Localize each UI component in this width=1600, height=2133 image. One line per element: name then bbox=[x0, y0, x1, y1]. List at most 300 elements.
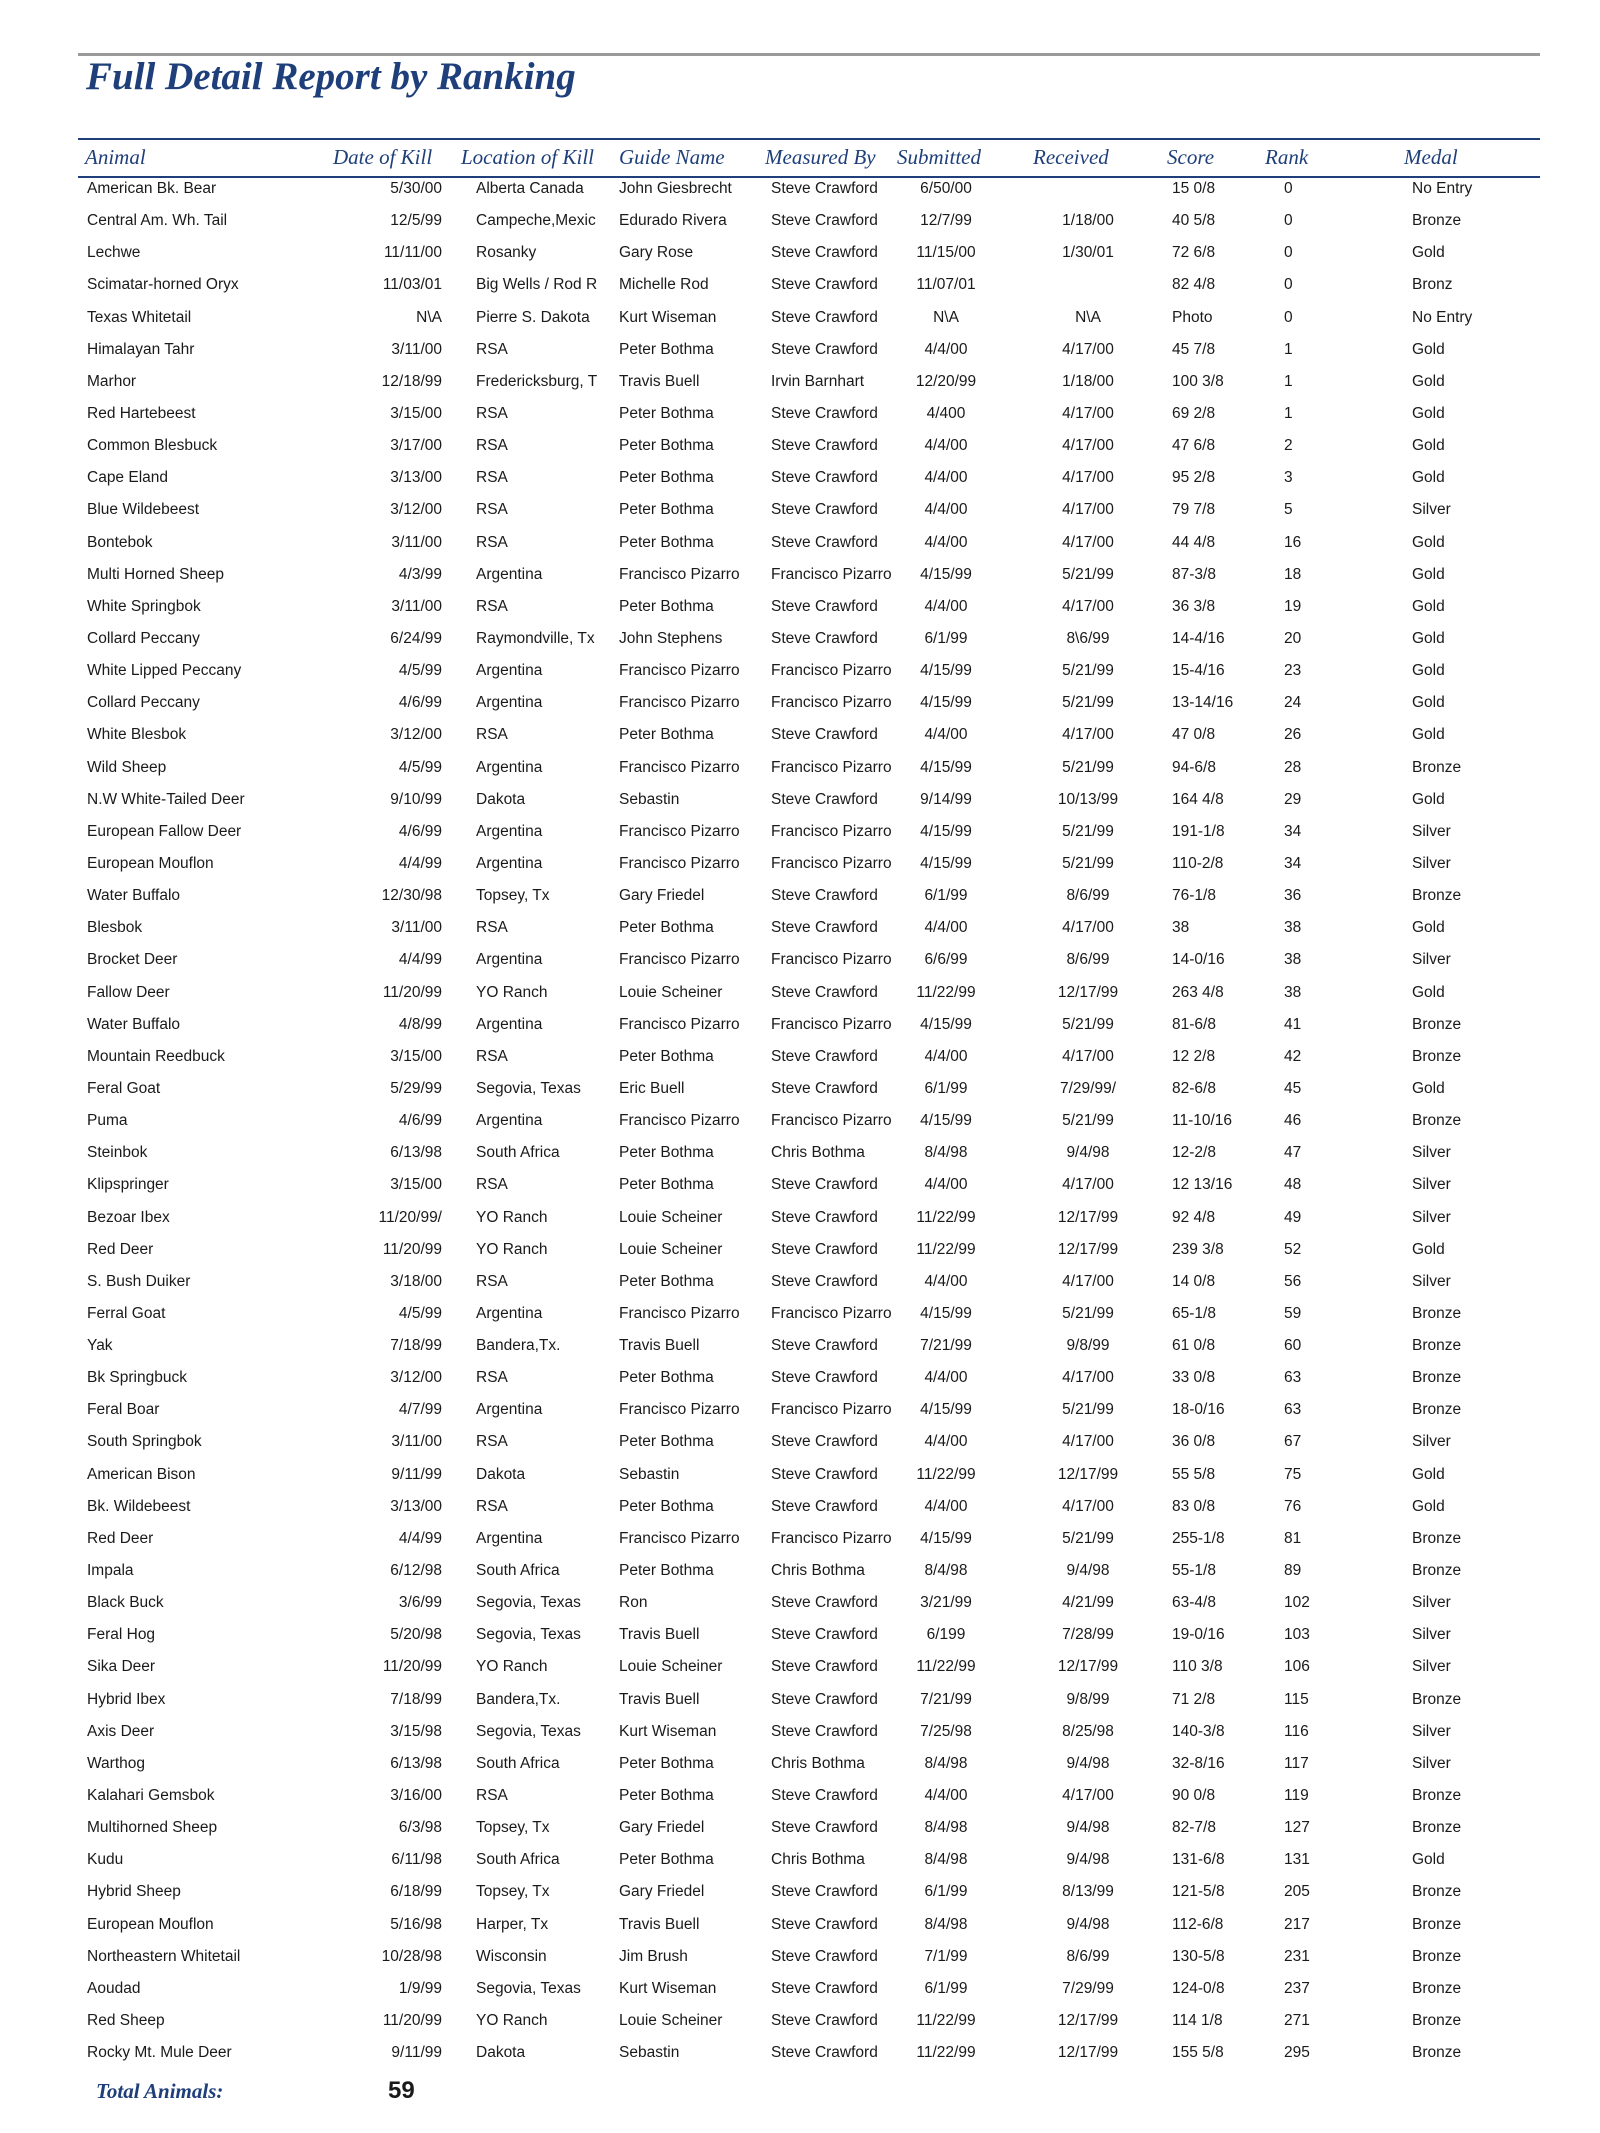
cell-animal: Puma bbox=[87, 1112, 128, 1130]
cell-guide-name: Louie Scheiner bbox=[619, 1658, 723, 1676]
cell-received: 4/17/00 bbox=[1062, 1369, 1114, 1387]
cell-guide-name: Peter Bothma bbox=[619, 1851, 714, 1869]
cell-date-of-kill: 4/6/99 bbox=[398, 694, 442, 712]
cell-date-of-kill: 11/20/99 bbox=[382, 983, 442, 1001]
cell-medal: Silver bbox=[1412, 1176, 1451, 1194]
table-row bbox=[0, 1656, 1600, 1688]
cell-guide-name: Peter Bothma bbox=[619, 1754, 714, 1772]
cell-rank: 3 bbox=[1284, 469, 1293, 487]
table-row bbox=[0, 1078, 1600, 1110]
table-row bbox=[0, 1046, 1600, 1078]
cell-received: 5/21/99 bbox=[1062, 1304, 1114, 1322]
cell-submitted: 4/4/00 bbox=[924, 469, 968, 487]
table-row bbox=[0, 1110, 1600, 1142]
cell-received: 5/21/99 bbox=[1062, 1015, 1114, 1033]
cell-measured-by: Steve Crawford bbox=[771, 1819, 878, 1837]
cell-date-of-kill: 3/11/00 bbox=[391, 597, 442, 615]
cell-animal: Steinbok bbox=[87, 1144, 148, 1162]
cell-submitted: 11/15/00 bbox=[916, 244, 976, 262]
cell-submitted: 11/22/99 bbox=[916, 983, 976, 1001]
cell-animal: European Mouflon bbox=[87, 1915, 214, 1933]
cell-rank: 0 bbox=[1284, 276, 1293, 294]
cell-date-of-kill: 3/15/00 bbox=[390, 1176, 442, 1194]
cell-submitted: 9/14/99 bbox=[920, 790, 972, 808]
cell-medal: Gold bbox=[1412, 629, 1445, 647]
cell-score: 33 0/8 bbox=[1172, 1369, 1216, 1387]
cell-received: 12/17/99 bbox=[1057, 1658, 1119, 1676]
cell-date-of-kill: 9/11/99 bbox=[391, 1465, 442, 1483]
cell-received: 5/21/99 bbox=[1062, 1401, 1114, 1419]
total-animals-value: 59 bbox=[388, 2077, 415, 2104]
table-row bbox=[0, 1689, 1600, 1721]
cell-submitted: 11/22/99 bbox=[916, 1658, 976, 1676]
table-row bbox=[0, 821, 1600, 853]
cell-guide-name: Peter Bothma bbox=[619, 1272, 714, 1290]
cell-received: 4/17/00 bbox=[1062, 1787, 1114, 1805]
cell-measured-by: Steve Crawford bbox=[771, 1465, 878, 1483]
cell-received: 9/8/99 bbox=[1066, 1337, 1110, 1355]
cell-location: RSA bbox=[476, 597, 508, 615]
cell-measured-by: Steve Crawford bbox=[771, 437, 878, 455]
table-row bbox=[0, 242, 1600, 274]
cell-rank: 205 bbox=[1284, 1883, 1310, 1901]
cell-score: 81-6/8 bbox=[1172, 1015, 1216, 1033]
cell-animal: Yak bbox=[87, 1337, 113, 1355]
table-row bbox=[0, 885, 1600, 917]
cell-medal: Gold bbox=[1412, 565, 1445, 583]
cell-measured-by: Francisco Pizarro bbox=[771, 1015, 892, 1033]
cell-score: 15-4/16 bbox=[1172, 662, 1225, 680]
cell-guide-name: Peter Bothma bbox=[619, 340, 714, 358]
cell-guide-name: John Stephens bbox=[619, 629, 723, 647]
cell-received: 5/21/99 bbox=[1062, 1529, 1114, 1547]
cell-measured-by: Steve Crawford bbox=[771, 469, 878, 487]
cell-rank: 49 bbox=[1284, 1208, 1302, 1226]
cell-score: 47 6/8 bbox=[1172, 437, 1216, 455]
cell-rank: 46 bbox=[1284, 1112, 1302, 1130]
cell-animal: Fallow Deer bbox=[87, 983, 170, 1001]
cell-rank: 26 bbox=[1284, 726, 1302, 744]
cell-submitted: 8/4/98 bbox=[924, 1754, 968, 1772]
cell-date-of-kill: 4/4/99 bbox=[398, 854, 442, 872]
cell-submitted: 4/4/00 bbox=[924, 1047, 968, 1065]
cell-guide-name: Sebastin bbox=[619, 790, 680, 808]
cell-submitted: 6/6/99 bbox=[924, 951, 968, 969]
cell-measured-by: Steve Crawford bbox=[771, 1658, 878, 1676]
cell-medal: Gold bbox=[1412, 372, 1445, 390]
table-row bbox=[0, 1014, 1600, 1046]
cell-date-of-kill: 4/7/99 bbox=[398, 1401, 442, 1419]
cell-score: 112-6/8 bbox=[1172, 1915, 1224, 1933]
cell-animal: Multi Horned Sheep bbox=[87, 565, 224, 583]
cell-date-of-kill: 4/6/99 bbox=[398, 1112, 442, 1130]
col-header-animal: Animal bbox=[85, 145, 146, 169]
cell-date-of-kill: 12/30/98 bbox=[381, 887, 442, 905]
cell-rank: 24 bbox=[1284, 694, 1302, 712]
cell-medal: Bronze bbox=[1412, 1401, 1462, 1419]
cell-measured-by: Chris Bothma bbox=[771, 1562, 865, 1580]
cell-score: 239 3/8 bbox=[1172, 1240, 1224, 1258]
table-row bbox=[0, 210, 1600, 242]
cell-measured-by: Steve Crawford bbox=[771, 790, 878, 808]
cell-received: 8/13/99 bbox=[1062, 1883, 1114, 1901]
cell-measured-by: Steve Crawford bbox=[771, 1947, 878, 1965]
cell-date-of-kill: 3/12/00 bbox=[390, 1369, 442, 1387]
cell-submitted: 4/4/00 bbox=[924, 340, 968, 358]
cell-received: N\A bbox=[1075, 308, 1101, 326]
cell-score: 32-8/16 bbox=[1172, 1754, 1225, 1772]
cell-rank: 42 bbox=[1284, 1047, 1302, 1065]
cell-received: 5/21/99 bbox=[1062, 1112, 1114, 1130]
cell-score: 71 2/8 bbox=[1172, 1690, 1216, 1708]
cell-guide-name: Peter Bothma bbox=[619, 1144, 714, 1162]
cell-date-of-kill: 3/11/00 bbox=[391, 919, 442, 937]
cell-animal: South Springbok bbox=[87, 1433, 202, 1451]
cell-received: 4/17/00 bbox=[1062, 1272, 1114, 1290]
cell-animal: Feral Boar bbox=[87, 1401, 160, 1419]
cell-rank: 1 bbox=[1284, 340, 1293, 358]
cell-animal: Collard Peccany bbox=[87, 629, 200, 647]
cell-date-of-kill: 3/13/00 bbox=[390, 1497, 442, 1515]
cell-submitted: 4/15/99 bbox=[920, 1529, 972, 1547]
table-row bbox=[0, 1785, 1600, 1817]
cell-rank: 19 bbox=[1284, 597, 1302, 615]
cell-medal: Bronze bbox=[1412, 2044, 1462, 2062]
cell-received: 9/4/98 bbox=[1066, 1754, 1110, 1772]
cell-measured-by: Steve Crawford bbox=[771, 308, 878, 326]
cell-rank: 0 bbox=[1284, 308, 1293, 326]
cell-medal: Bronze bbox=[1412, 1304, 1462, 1322]
cell-received: 7/29/99/ bbox=[1059, 1079, 1117, 1097]
cell-guide-name: Gary Friedel bbox=[619, 1819, 705, 1837]
cell-date-of-kill: 5/20/98 bbox=[390, 1626, 442, 1644]
cell-rank: 34 bbox=[1284, 854, 1302, 872]
cell-animal: Scimatar-horned Oryx bbox=[87, 276, 239, 294]
cell-guide-name: Gary Friedel bbox=[619, 1883, 705, 1901]
cell-medal: Gold bbox=[1412, 404, 1445, 422]
cell-animal: Multihorned Sheep bbox=[87, 1819, 218, 1837]
cell-location: RSA bbox=[476, 1433, 508, 1451]
cell-medal: Gold bbox=[1412, 1497, 1445, 1515]
cell-score: 14-4/16 bbox=[1172, 629, 1225, 647]
cell-location: Argentina bbox=[476, 854, 543, 872]
cell-guide-name: Francisco Pizarro bbox=[619, 565, 740, 583]
table-row bbox=[0, 1335, 1600, 1367]
cell-received: 1/18/00 bbox=[1062, 212, 1114, 230]
cell-received: 4/17/00 bbox=[1062, 533, 1114, 551]
table-row bbox=[0, 1849, 1600, 1881]
cell-guide-name: Gary Rose bbox=[619, 244, 694, 262]
cell-score: 18-0/16 bbox=[1172, 1401, 1225, 1419]
cell-measured-by: Francisco Pizarro bbox=[771, 1529, 892, 1547]
cell-animal: Red Deer bbox=[87, 1529, 154, 1547]
cell-guide-name: Francisco Pizarro bbox=[619, 822, 740, 840]
cell-location: RSA bbox=[476, 1787, 508, 1805]
cell-location: Alberta Canada bbox=[476, 180, 584, 197]
cell-submitted: 4/15/99 bbox=[920, 1112, 972, 1130]
cell-measured-by: Steve Crawford bbox=[771, 1722, 878, 1740]
table-row bbox=[0, 917, 1600, 949]
cell-animal: Common Blesbuck bbox=[87, 437, 218, 455]
cell-rank: 41 bbox=[1284, 1015, 1302, 1033]
report-title: Full Detail Report by Ranking bbox=[86, 55, 576, 98]
cell-rank: 117 bbox=[1284, 1754, 1309, 1772]
cell-date-of-kill: 3/16/00 bbox=[390, 1787, 442, 1805]
cell-location: Argentina bbox=[476, 758, 543, 776]
cell-medal: Gold bbox=[1412, 1851, 1445, 1869]
cell-date-of-kill: 4/6/99 bbox=[398, 822, 442, 840]
cell-location: Raymondville, Tx bbox=[476, 629, 595, 647]
cell-location: Harper, Tx bbox=[476, 1915, 549, 1933]
cell-rank: 56 bbox=[1284, 1272, 1302, 1290]
cell-received: 4/17/00 bbox=[1062, 1497, 1114, 1515]
cell-animal: Lechwe bbox=[87, 244, 141, 262]
cell-submitted: 7/21/99 bbox=[920, 1337, 972, 1355]
cell-date-of-kill: 6/3/98 bbox=[398, 1819, 442, 1837]
cell-measured-by: Steve Crawford bbox=[771, 2012, 878, 2030]
table-row bbox=[0, 1881, 1600, 1913]
cell-location: RSA bbox=[476, 340, 508, 358]
cell-guide-name: Louie Scheiner bbox=[619, 1240, 723, 1258]
cell-medal: Gold bbox=[1412, 597, 1445, 615]
cell-medal: Gold bbox=[1412, 919, 1445, 937]
table-row bbox=[0, 1367, 1600, 1399]
cell-rank: 0 bbox=[1284, 212, 1293, 230]
cell-guide-name: Peter Bothma bbox=[619, 533, 714, 551]
cell-submitted: 4/15/99 bbox=[920, 662, 972, 680]
cell-animal: Klipspringer bbox=[87, 1176, 169, 1194]
cell-guide-name: Travis Buell bbox=[619, 372, 700, 390]
cell-guide-name: Jim Brush bbox=[619, 1947, 688, 1965]
cell-animal: Feral Goat bbox=[87, 1079, 161, 1097]
cell-measured-by: Steve Crawford bbox=[771, 1979, 878, 1997]
cell-received: 5/21/99 bbox=[1062, 854, 1114, 872]
cell-guide-name: Francisco Pizarro bbox=[619, 951, 740, 969]
cell-score: 12 2/8 bbox=[1172, 1047, 1216, 1065]
cell-score: 14-0/16 bbox=[1172, 951, 1225, 969]
cell-score: 76-1/8 bbox=[1172, 887, 1216, 905]
column-headers bbox=[0, 145, 1600, 175]
cell-location: RSA bbox=[476, 469, 508, 487]
cell-animal: Mountain Reedbuck bbox=[87, 1047, 225, 1065]
cell-date-of-kill: 1/9/99 bbox=[398, 1979, 442, 1997]
cell-location: Argentina bbox=[476, 565, 543, 583]
cell-animal: White Lipped Peccany bbox=[87, 662, 242, 680]
cell-score: 79 7/8 bbox=[1172, 501, 1216, 519]
cell-location: RSA bbox=[476, 533, 508, 551]
cell-guide-name: Travis Buell bbox=[619, 1690, 700, 1708]
cell-date-of-kill: 11/20/99 bbox=[382, 2012, 442, 2030]
cell-rank: 231 bbox=[1284, 1947, 1310, 1965]
cell-location: YO Ranch bbox=[476, 1208, 548, 1226]
cell-location: Segovia, Texas bbox=[476, 1594, 581, 1612]
cell-measured-by: Steve Crawford bbox=[771, 1272, 878, 1290]
cell-submitted: 6/1/99 bbox=[924, 629, 968, 647]
table-row bbox=[0, 178, 1600, 210]
cell-score: 69 2/8 bbox=[1172, 404, 1216, 422]
cell-guide-name: Francisco Pizarro bbox=[619, 1529, 740, 1547]
cell-medal: Bronze bbox=[1412, 1979, 1462, 1997]
cell-received: 5/21/99 bbox=[1062, 758, 1114, 776]
cell-submitted: 8/4/98 bbox=[924, 1144, 968, 1162]
cell-received: 4/17/00 bbox=[1062, 1176, 1114, 1194]
cell-received: 5/21/99 bbox=[1062, 822, 1114, 840]
cell-measured-by: Steve Crawford bbox=[771, 1047, 878, 1065]
cell-date-of-kill: 5/29/99 bbox=[390, 1079, 442, 1097]
cell-medal: Bronze bbox=[1412, 1112, 1462, 1130]
cell-score: 191-1/8 bbox=[1172, 822, 1225, 840]
cell-date-of-kill: 3/11/00 bbox=[391, 533, 442, 551]
cell-score: 12-2/8 bbox=[1172, 1144, 1216, 1162]
cell-medal: Bronze bbox=[1412, 1015, 1462, 1033]
cell-date-of-kill: 3/11/00 bbox=[391, 1433, 442, 1451]
cell-rank: 28 bbox=[1284, 758, 1302, 776]
cell-animal: Ferral Goat bbox=[87, 1304, 166, 1322]
cell-medal: Silver bbox=[1412, 1144, 1451, 1162]
cell-medal: Gold bbox=[1412, 662, 1445, 680]
table-row bbox=[0, 1946, 1600, 1978]
cell-score: 131-6/8 bbox=[1172, 1851, 1225, 1869]
cell-submitted: 6/199 bbox=[926, 1626, 966, 1644]
cell-date-of-kill: 4/5/99 bbox=[398, 758, 442, 776]
cell-received: 7/28/99 bbox=[1062, 1626, 1114, 1644]
cell-received: 4/17/00 bbox=[1062, 1433, 1114, 1451]
cell-guide-name: Peter Bothma bbox=[619, 404, 714, 422]
cell-medal: Silver bbox=[1412, 1658, 1451, 1676]
cell-received: 12/17/99 bbox=[1057, 1465, 1119, 1483]
cell-medal: Gold bbox=[1412, 694, 1445, 712]
cell-location: Argentina bbox=[476, 1529, 543, 1547]
cell-location: Argentina bbox=[476, 694, 543, 712]
cell-location: YO Ranch bbox=[476, 2012, 548, 2030]
cell-measured-by: Chris Bothma bbox=[771, 1851, 865, 1869]
cell-guide-name: Peter Bothma bbox=[619, 437, 714, 455]
cell-medal: Bronze bbox=[1412, 2012, 1462, 2030]
cell-received: 4/17/00 bbox=[1062, 597, 1114, 615]
cell-submitted: 6/1/99 bbox=[924, 887, 968, 905]
cell-date-of-kill: 4/5/99 bbox=[398, 662, 442, 680]
cell-medal: Silver bbox=[1412, 1626, 1451, 1644]
cell-received: 8/6/99 bbox=[1066, 951, 1110, 969]
cell-score: 12 13/16 bbox=[1172, 1176, 1233, 1194]
cell-medal: Silver bbox=[1412, 822, 1451, 840]
cell-guide-name: Peter Bothma bbox=[619, 1176, 714, 1194]
cell-received: 10/13/99 bbox=[1057, 790, 1119, 808]
cell-guide-name: Peter Bothma bbox=[619, 501, 714, 519]
cell-date-of-kill: 12/18/99 bbox=[381, 372, 442, 390]
cell-rank: 36 bbox=[1284, 887, 1302, 905]
cell-submitted: 8/4/98 bbox=[924, 1915, 968, 1933]
cell-location: Bandera,Tx. bbox=[476, 1690, 561, 1708]
cell-received: 9/4/98 bbox=[1066, 1562, 1110, 1580]
cell-date-of-kill: 3/6/99 bbox=[398, 1594, 442, 1612]
cell-measured-by: Irvin Barnhart bbox=[771, 372, 865, 390]
cell-location: RSA bbox=[476, 1497, 508, 1515]
col-header-submitted: Submitted bbox=[897, 145, 981, 169]
cell-score: 13-14/16 bbox=[1172, 694, 1234, 712]
cell-received: 8\6/99 bbox=[1066, 629, 1110, 647]
table-row bbox=[0, 660, 1600, 692]
cell-guide-name: Ron bbox=[619, 1594, 648, 1612]
col-header-date-of-kill: Date of Kill bbox=[333, 145, 433, 169]
cell-location: RSA bbox=[476, 1047, 508, 1065]
cell-date-of-kill: 6/18/99 bbox=[390, 1883, 442, 1901]
cell-measured-by: Francisco Pizarro bbox=[771, 694, 892, 712]
cell-animal: Hybrid Sheep bbox=[87, 1883, 181, 1901]
cell-location: South Africa bbox=[476, 1144, 560, 1162]
cell-medal: Silver bbox=[1412, 1208, 1451, 1226]
cell-rank: 47 bbox=[1284, 1144, 1302, 1162]
cell-score: 110 3/8 bbox=[1172, 1658, 1223, 1676]
cell-received: 7/29/99 bbox=[1062, 1979, 1114, 1997]
cell-date-of-kill: 12/5/99 bbox=[390, 212, 442, 230]
cell-animal: Texas Whitetail bbox=[87, 308, 192, 326]
cell-rank: 217 bbox=[1284, 1915, 1310, 1933]
cell-submitted: 6/1/99 bbox=[924, 1883, 968, 1901]
cell-rank: 116 bbox=[1284, 1722, 1309, 1740]
table-row bbox=[0, 339, 1600, 371]
cell-score: 47 0/8 bbox=[1172, 726, 1216, 744]
cell-medal: Bronze bbox=[1412, 1947, 1462, 1965]
cell-medal: Gold bbox=[1412, 790, 1445, 808]
cell-guide-name: Edurado Rivera bbox=[619, 212, 727, 230]
cell-rank: 131 bbox=[1284, 1851, 1310, 1869]
cell-rank: 271 bbox=[1284, 2012, 1310, 2030]
cell-submitted: 6/1/99 bbox=[924, 1979, 968, 1997]
cell-measured-by: Francisco Pizarro bbox=[771, 758, 892, 776]
table-row bbox=[0, 596, 1600, 628]
cell-date-of-kill: 4/4/99 bbox=[398, 1529, 442, 1547]
cell-submitted: 4/15/99 bbox=[920, 1401, 972, 1419]
cell-date-of-kill: 11/11/00 bbox=[383, 244, 442, 262]
cell-guide-name: Francisco Pizarro bbox=[619, 662, 740, 680]
cell-location: RSA bbox=[476, 437, 508, 455]
cell-score: 14 0/8 bbox=[1172, 1272, 1216, 1290]
cell-location: Pierre S. Dakota bbox=[476, 308, 590, 326]
cell-submitted: 6/50/00 bbox=[920, 180, 972, 197]
cell-animal: Himalayan Tahr bbox=[87, 340, 195, 358]
cell-score: 11-10/16 bbox=[1172, 1112, 1233, 1130]
cell-rank: 63 bbox=[1284, 1369, 1302, 1387]
cell-measured-by: Francisco Pizarro bbox=[771, 854, 892, 872]
cell-medal: Bronze bbox=[1412, 1787, 1462, 1805]
cell-received: 4/17/00 bbox=[1062, 340, 1114, 358]
table-row bbox=[0, 1303, 1600, 1335]
cell-medal: Bronze bbox=[1412, 1819, 1462, 1837]
cell-location: RSA bbox=[476, 1176, 508, 1194]
cell-animal: Red Deer bbox=[87, 1240, 154, 1258]
cell-medal: Gold bbox=[1412, 1240, 1445, 1258]
cell-submitted: 7/21/99 bbox=[920, 1690, 972, 1708]
cell-received: 5/21/99 bbox=[1062, 565, 1114, 583]
table-row bbox=[0, 1624, 1600, 1656]
cell-location: RSA bbox=[476, 726, 508, 744]
cell-animal: European Fallow Deer bbox=[87, 822, 242, 840]
cell-guide-name: Louie Scheiner bbox=[619, 2012, 723, 2030]
cell-date-of-kill: 6/24/99 bbox=[390, 629, 442, 647]
cell-score: 65-1/8 bbox=[1172, 1304, 1216, 1322]
col-header-location-of-kill: Location of Kill bbox=[461, 145, 595, 169]
cell-rank: 23 bbox=[1284, 662, 1302, 680]
cell-measured-by: Steve Crawford bbox=[771, 1787, 878, 1805]
cell-date-of-kill: 3/12/00 bbox=[390, 726, 442, 744]
cell-submitted: 11/22/99 bbox=[916, 1465, 976, 1483]
cell-measured-by: Steve Crawford bbox=[771, 1497, 878, 1515]
cell-score: 121-5/8 bbox=[1172, 1883, 1225, 1901]
cell-location: Argentina bbox=[476, 662, 543, 680]
table-row bbox=[0, 982, 1600, 1014]
cell-score: Photo bbox=[1172, 308, 1213, 326]
